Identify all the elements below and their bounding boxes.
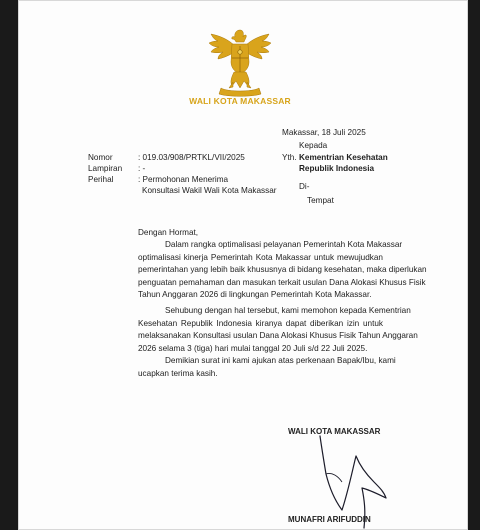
paragraph-1-line: optimalisasi kinerja Pemerintah Kota Makassar untuk mewujudkan bbox=[138, 252, 383, 262]
garuda-emblem-icon bbox=[203, 26, 277, 98]
tempat-label: Tempat bbox=[307, 196, 334, 205]
signature-title: WALI KOTA MAKASSAR bbox=[288, 427, 381, 436]
perihal-value-2: Konsultasi Wakil Wali Kota Makassar bbox=[142, 186, 277, 195]
paragraph-1-line: penguatan pemahaman dan masukan terkait usulan Dana Alokasi Khusus Fisik bbox=[138, 277, 426, 287]
yth-label: Yth. bbox=[282, 153, 297, 162]
city-title: WALI KOTA MAKASSAR bbox=[189, 96, 291, 106]
lampiran-label: Lampiran bbox=[88, 164, 123, 173]
nomor-value: : 019.03/908/PRTKL/VII/2025 bbox=[138, 153, 245, 162]
paragraph-1-line: pemerintahan yang lebih baik khususnya di bidang kesehatan, maka diperlukan bbox=[138, 265, 427, 274]
perihal-value-1: : Permohonan Menerima bbox=[138, 175, 229, 184]
paragraph-2 bbox=[138, 305, 418, 355]
lampiran-value: : - bbox=[138, 164, 146, 173]
paragraph-1-line: Tahun Anggaran 2026 di lingkungan Pemerintah Kota Makassar. bbox=[138, 290, 372, 299]
recipient-line-2: Republik Indonesia bbox=[299, 164, 375, 173]
paragraph-3 bbox=[138, 355, 396, 380]
di-label: Di- bbox=[299, 182, 310, 191]
paragraph-2-line: Kesehatan Republik Indonesia kiranya dapat diberikan izin untuk bbox=[138, 318, 383, 328]
signatory-name: MUNAFRI ARIFUDDIN bbox=[288, 515, 371, 524]
paragraph-1 bbox=[138, 239, 427, 302]
paragraph-2-line: Sehubung dengan hal tersebut, kami memohon kepada Kementrian bbox=[165, 306, 411, 315]
salutation: Dengan Hormat, bbox=[138, 228, 199, 237]
paragraph-2-line: 2026 selama 3 (tiga) hari mulai tanggal 20 Juli s/d 22 Juli 2025. bbox=[138, 343, 368, 353]
perihal-label: Perihal bbox=[88, 175, 114, 184]
paragraph-3-line: Demikian surat ini kami ajukan atas perkenaan Bapak/Ibu, kami bbox=[165, 356, 396, 365]
kepada-label: Kepada bbox=[299, 141, 328, 150]
recipient-line-1: Kementrian Kesehatan bbox=[299, 153, 388, 162]
paragraph-1-line: Dalam rangka optimalisasi pelayanan Pemerintah Kota Makassar bbox=[165, 240, 403, 249]
place-date: Makassar, 18 Juli 2025 bbox=[282, 128, 366, 137]
nomor-label: Nomor bbox=[88, 153, 113, 162]
paragraph-2-line: melaksanakan Konsultasi usulan Dana Alokasi Khusus Fisik Tahun Anggaran bbox=[138, 331, 418, 340]
paragraph-3-line: ucapkan terima kasih. bbox=[138, 368, 218, 378]
